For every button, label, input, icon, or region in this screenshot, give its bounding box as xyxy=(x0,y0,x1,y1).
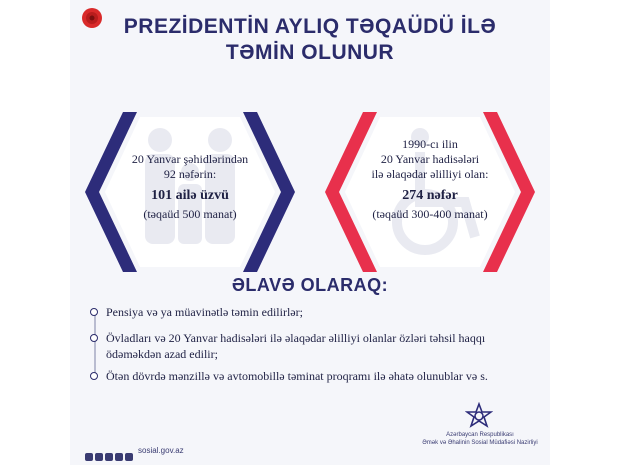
left-card-amount: (təqaüd 500 manat) xyxy=(143,207,237,221)
instagram-icon[interactable] xyxy=(95,453,103,461)
telegram-icon[interactable] xyxy=(105,453,113,461)
right-card-line-2: 20 Yanvar hadisələri xyxy=(380,152,480,166)
right-card-highlight: 274 nəfər xyxy=(402,188,458,203)
right-card-line-3: ilə əlaqədar əlilliyi olan: xyxy=(371,167,489,181)
website-link[interactable]: sosial.gov.az xyxy=(138,446,184,455)
title-line-2: TƏMİN OLUNUR xyxy=(225,41,395,64)
left-card-line-2: 92 nəfərin: xyxy=(163,167,217,181)
list-item: Ötən dövrdə mənzillə və avtomobillə təminat proqramı ilə əhatə olunublar və s. xyxy=(106,369,488,383)
facebook-icon[interactable] xyxy=(85,453,93,461)
timeline-dot xyxy=(90,308,98,316)
martyrs-family-card xyxy=(85,112,295,272)
left-card-highlight: 101 ailə üzvü xyxy=(151,188,229,203)
social-icons xyxy=(85,448,135,458)
right-card-line-1: 1990-cı ilin xyxy=(402,137,458,151)
carnation-logo-icon xyxy=(80,6,104,30)
youtube-icon[interactable] xyxy=(125,453,133,461)
timeline-dot xyxy=(90,334,98,342)
additionally-heading: ƏLAVƏ OLARAQ: xyxy=(231,275,389,295)
timeline-line xyxy=(94,312,96,376)
title-line-1: PREZİDENTİN AYLIQ TƏQAÜDÜ İLƏ xyxy=(123,15,497,38)
timeline-dot xyxy=(90,372,98,380)
ministry-name xyxy=(405,431,555,447)
disabled-persons-card xyxy=(325,112,535,272)
list-item: Pensiya və ya müavinətlə təmin edilirlər; xyxy=(106,305,303,319)
twitter-icon[interactable] xyxy=(115,453,123,461)
left-card-line-1: 20 Yanvar şəhidlərindən xyxy=(131,152,249,166)
right-card-amount: (təqaüd 300-400 manat) xyxy=(372,207,488,221)
org-line-2: Əmək və Əhalinin Sosial Müdafiəsi Nazirliyi xyxy=(422,440,538,446)
ministry-emblem-icon xyxy=(465,402,493,430)
list-item: Övladları və 20 Yanvar hadisələri ilə əlaqədar əlilliyi olanlar özləri təhsil haqqı ödəməkdən azad edilir; xyxy=(106,331,486,361)
page-title xyxy=(120,14,500,66)
org-line-1: Azərbaycan Respublikası xyxy=(446,432,514,438)
